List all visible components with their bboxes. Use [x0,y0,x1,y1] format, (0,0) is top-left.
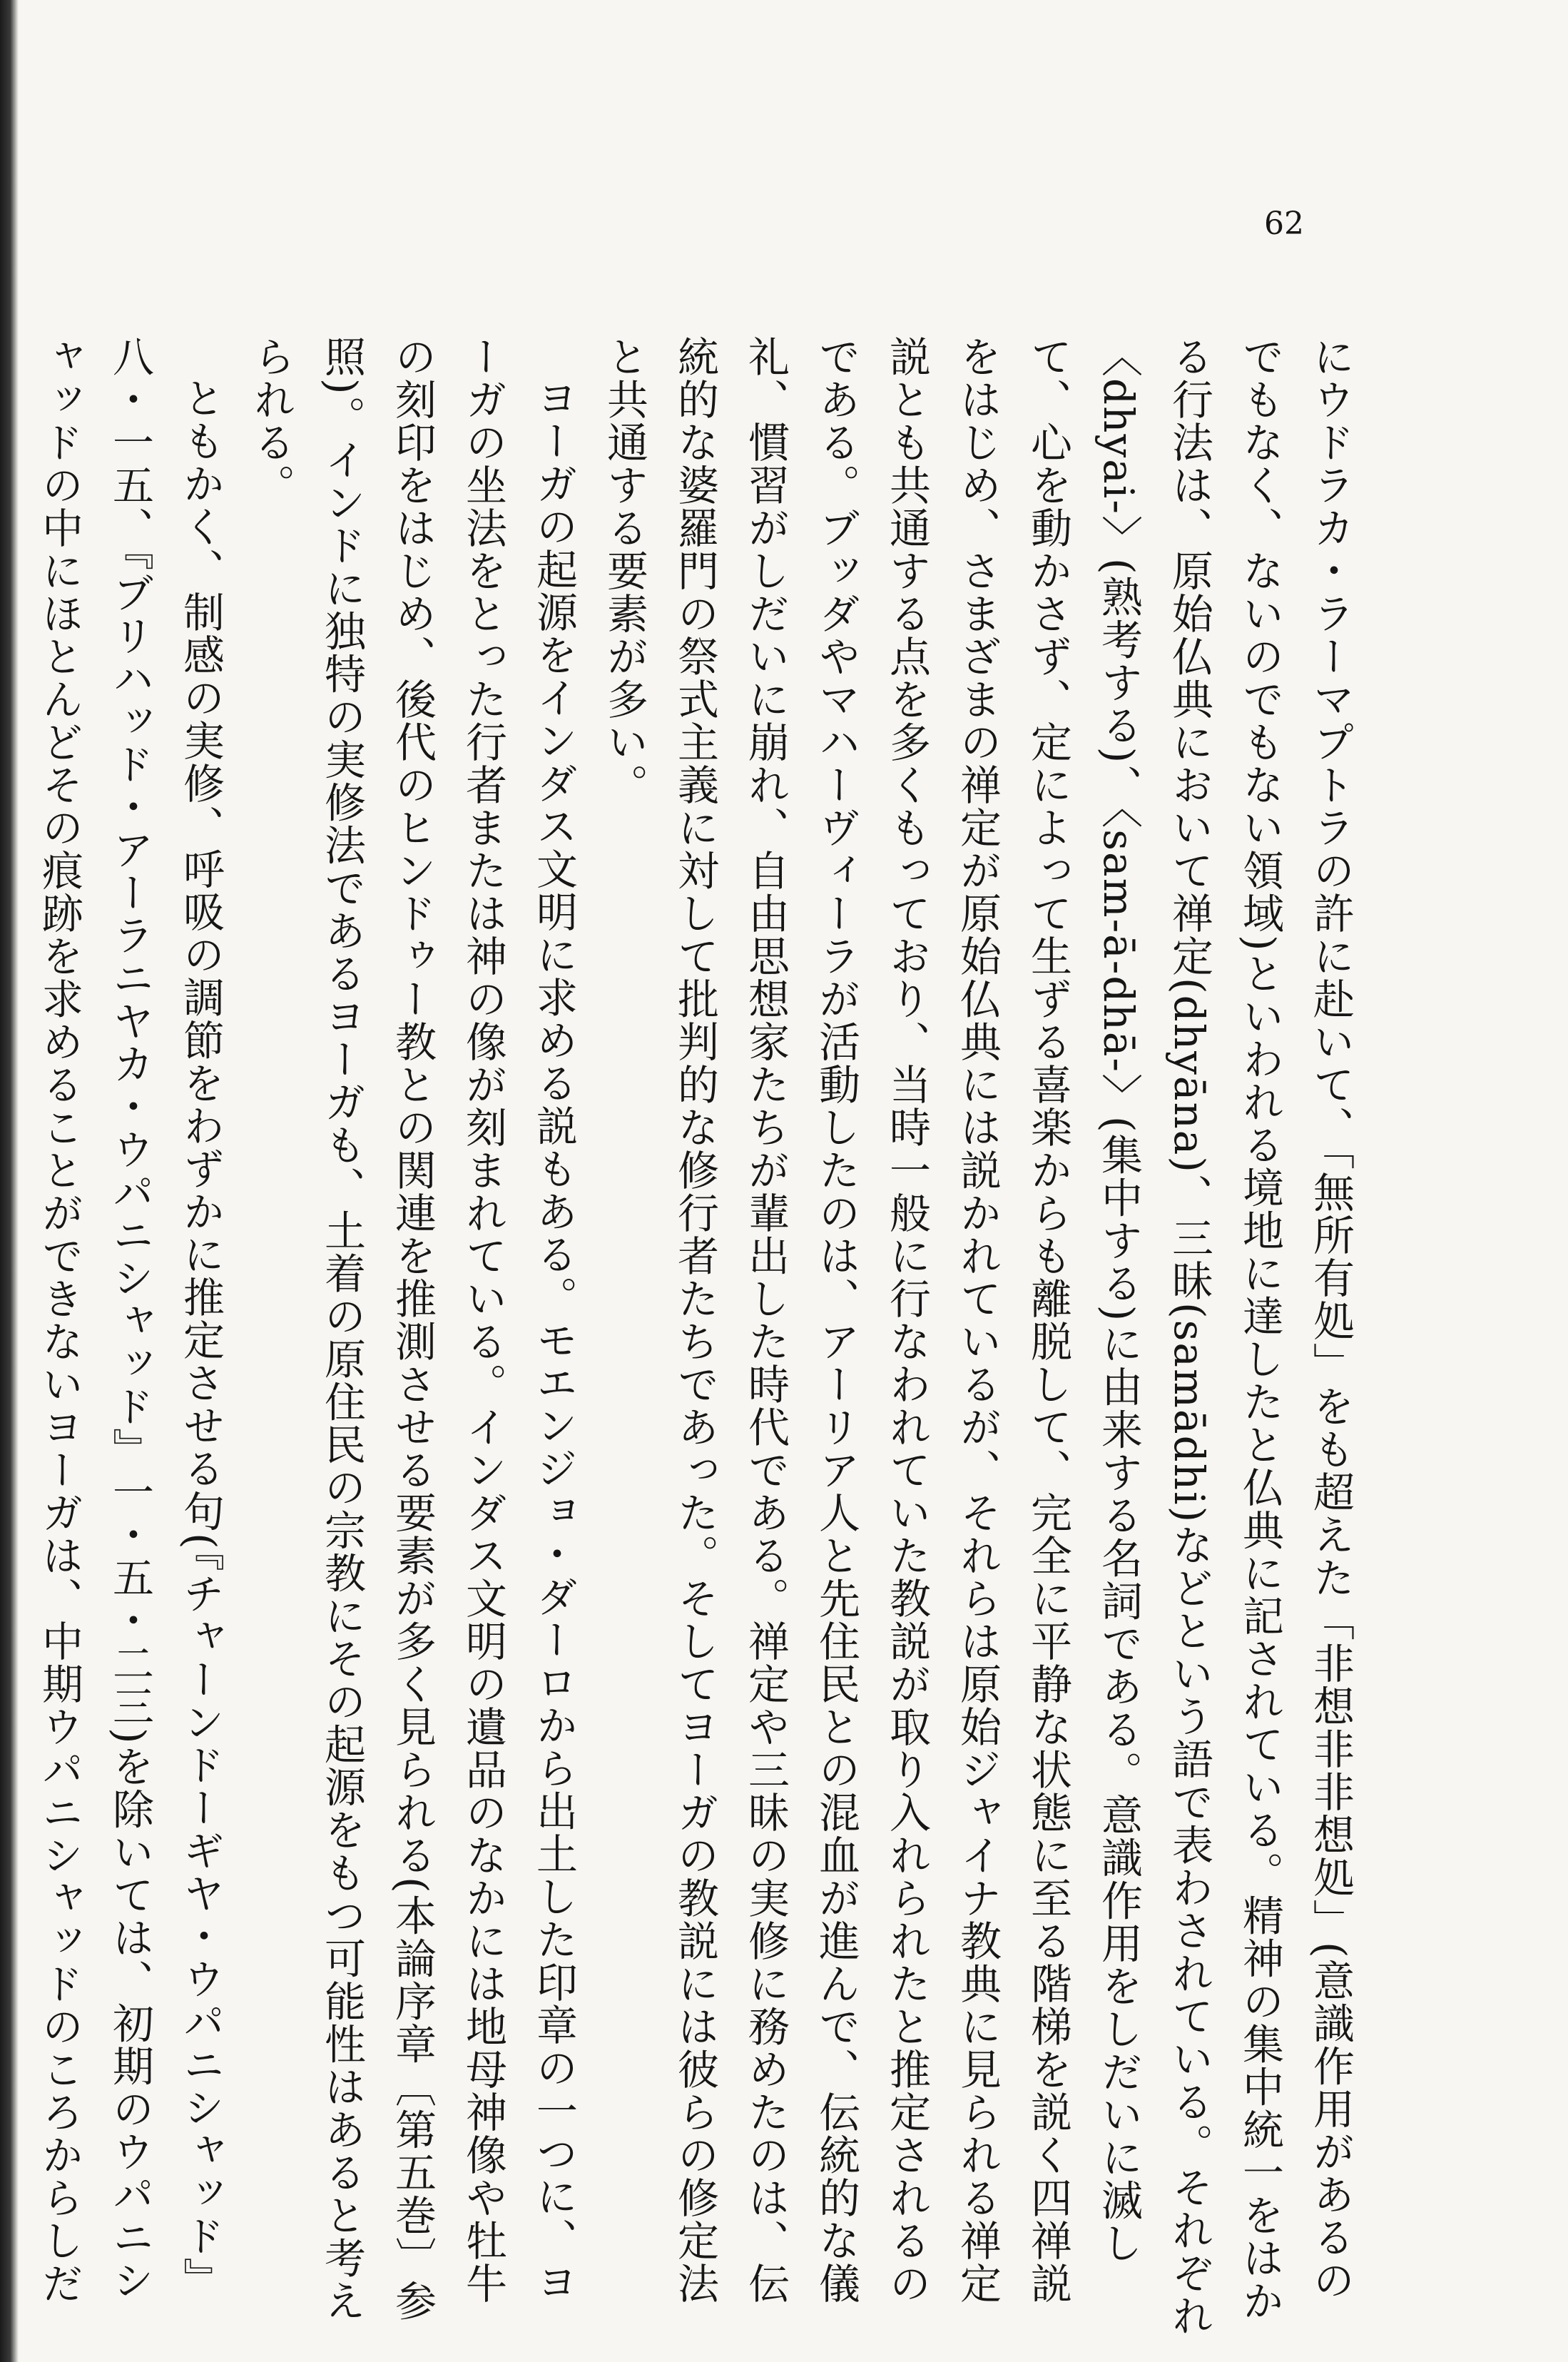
paragraph-2: ヨーガの起源をインダス文明に求める説もある。モエンジョ・ダーロから出土した印章の一つに、ヨーガの坐法をとった行者または神の像が刻まれている。インダス文明の遺品のなかには地母神像や牡牛の刻印をはじめ、後代のヒンドゥー教との関連を推測させる要素が多く見られる(本論序章〔第五巻〕参照)。インドに独特の実修法であるヨーガも、土着の原住民の宗教にその起源をもつ可能性はあると考えられる。 [247,335,578,2323]
paragraph-1: にウドラカ・ラーマプトラの許に赴いて、「無所有処」をも超えた「非想非非想処」(意識作用があるのでもなく、ないのでもない領域)といわれる境地に達したと仏典に記されている。精神の集中統一をはかる行法は、原始仏典において禅定(dhyāna)、三昧(samādhi)などという語で表わされている。それぞれ〈dhyai-〉(熟考する)、〈sam-ā-dhā-〉(集中する)に由来する名詞である。意識作用をしだいに滅して、心を動かさず、定によって生ずる喜楽からも離脱して、完全に平静な状態に至る階梯を説く四禅説をはじめ、さまざまの禅定が原始仏典には説かれているが、それらは原始ジャイナ教典に見られる禅定説とも共通する点を多くもっており、当時一般に行なわれていた教説が取り入れられたと推定されるのである。ブッダやマハーヴィーラが活動したのは、アーリア人と先住民との混血が進んで、伝統的な儀礼、慣習がしだいに崩れ、自由思想家たちが輩出した時代である。禅定や三昧の実修に務めたのは、伝統的な婆羅門の祭式主義に対して批判的な修行者たちであった。そしてヨーガの教説には彼らの修定法と共通する要素が多い。 [600,335,1355,2338]
paragraph-3: ともかく、制感の実修、呼吸の調節をわずかに推定させる句(『チャーンドーギヤ・ウパニシャッド』八・一五、『ブリハッド・アーラニヤカ・ウパニシャッド』一・五・二三)を除いては、初期のウパニシャッドの中にほとんどその痕跡を求めることができないヨーガは、中期ウパニシャッドのころからしだ [35,335,225,2305]
body-text [35,335,1365,2341]
binding-shadow [0,0,19,2362]
page-number: 62 [1264,206,1304,242]
